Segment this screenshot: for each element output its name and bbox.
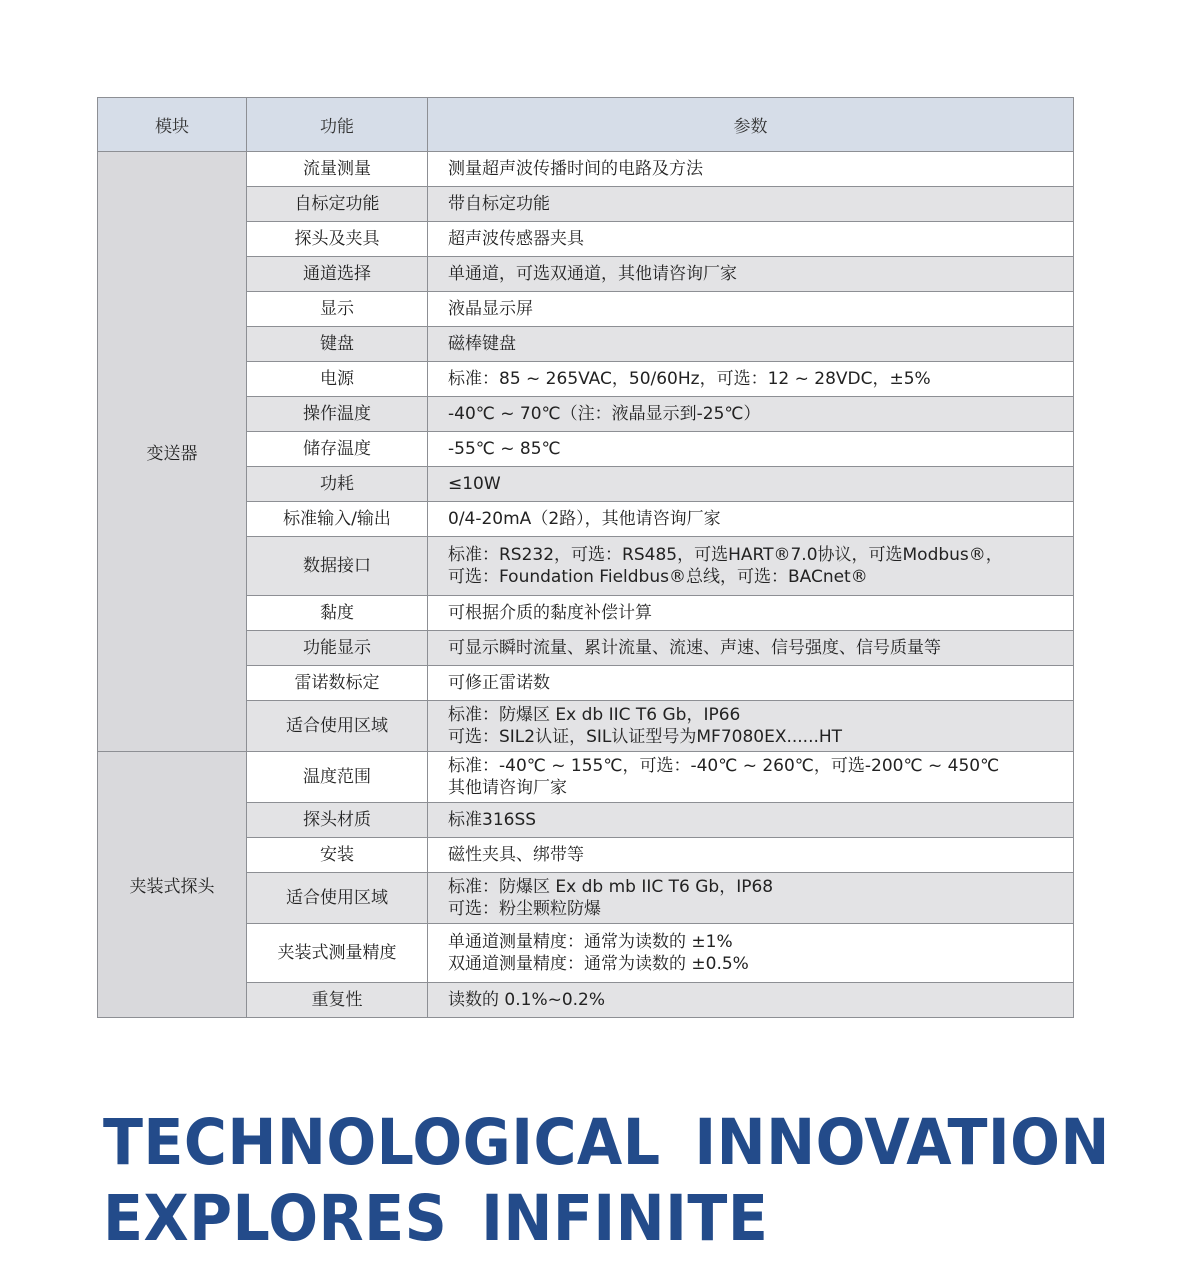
- table-row: [98, 752, 1074, 803]
- param-line: 带自标定功能: [448, 194, 550, 214]
- function-cell: 探头及夹具: [247, 222, 428, 257]
- param-cell: [428, 467, 1074, 502]
- param-cell: [428, 924, 1074, 983]
- param-line: 可修正雷诺数: [448, 673, 550, 693]
- function-cell: 自标定功能: [247, 187, 428, 222]
- param-line: 标准：防爆区 Ex db mb IIC T6 Gb，IP68: [448, 877, 774, 897]
- function-cell: 标准输入/输出: [247, 502, 428, 537]
- function-cell: 温度范围: [247, 752, 428, 803]
- module-cell: 夹装式探头: [98, 752, 247, 1018]
- function-cell: 数据接口: [247, 537, 428, 596]
- param-cell: [428, 631, 1074, 666]
- function-cell: 重复性: [247, 983, 428, 1018]
- param-line: 测量超声波传播时间的电路及方法: [448, 159, 703, 179]
- param-cell: [428, 397, 1074, 432]
- param-line: 液晶显示屏: [448, 299, 533, 319]
- param-line: 可根据介质的黏度补偿计算: [448, 603, 652, 623]
- function-cell: 适合使用区域: [247, 701, 428, 752]
- spec-table: [97, 97, 1074, 1018]
- param-cell: [428, 873, 1074, 924]
- function-cell: 流量测量: [247, 152, 428, 187]
- slogan-line-2: EXPLORES INFINITE: [103, 1182, 769, 1255]
- header-params: 参数: [428, 98, 1074, 152]
- header-function: 功能: [247, 98, 428, 152]
- function-cell: 夹装式测量精度: [247, 924, 428, 983]
- function-cell: 探头材质: [247, 803, 428, 838]
- param-line: 磁性夹具、绑带等: [448, 845, 584, 865]
- param-cell: [428, 187, 1074, 222]
- param-line: 标准：RS232，可选：RS485，可选HART®7.0协议，可选Modbus®，: [448, 545, 1003, 565]
- param-line: 标准：85 ~ 265VAC，50/60Hz，可选：12 ~ 28VDC，±5%: [448, 369, 931, 389]
- param-line: 磁棒键盘: [448, 334, 516, 354]
- param-cell: [428, 596, 1074, 631]
- function-cell: 适合使用区域: [247, 873, 428, 924]
- module-cell: 变送器: [98, 152, 247, 752]
- param-cell: [428, 502, 1074, 537]
- param-cell: [428, 327, 1074, 362]
- param-cell: [428, 432, 1074, 467]
- function-cell: 安装: [247, 838, 428, 873]
- param-cell: [428, 257, 1074, 292]
- param-line: -40℃ ~ 70℃（注：液晶显示到-25℃）: [448, 404, 761, 424]
- param-cell: [428, 152, 1074, 187]
- slogan: [103, 1105, 1110, 1257]
- param-line: 可选：SIL2认证，SIL认证型号为MF7080EX......HT: [448, 727, 843, 747]
- function-cell: 键盘: [247, 327, 428, 362]
- function-cell: 功能显示: [247, 631, 428, 666]
- function-cell: 操作温度: [247, 397, 428, 432]
- param-line: 其他请咨询厂家: [448, 778, 567, 798]
- param-line: -55℃ ~ 85℃: [448, 439, 561, 459]
- function-cell: 通道选择: [247, 257, 428, 292]
- slogan-line-1: TECHNOLOGICAL INNOVATION: [103, 1106, 1110, 1179]
- function-cell: 储存温度: [247, 432, 428, 467]
- param-line: 读数的 0.1%~0.2%: [448, 990, 606, 1010]
- param-line: 标准：防爆区 Ex db IIC T6 Gb，IP66: [448, 705, 741, 725]
- function-cell: 黏度: [247, 596, 428, 631]
- function-cell: 雷诺数标定: [247, 666, 428, 701]
- table-body: [98, 152, 1074, 1018]
- param-line: 双通道测量精度：通常为读数的 ±0.5%: [448, 954, 749, 974]
- param-cell: [428, 752, 1074, 803]
- param-cell: [428, 222, 1074, 257]
- param-cell: [428, 292, 1074, 327]
- param-line: 超声波传感器夹具: [448, 229, 584, 249]
- param-cell: [428, 803, 1074, 838]
- param-cell: [428, 983, 1074, 1018]
- param-cell: [428, 537, 1074, 596]
- param-line: 0/4-20mA（2路），其他请咨询厂家: [448, 509, 721, 529]
- param-line: ≤10W: [448, 474, 501, 494]
- function-cell: 功耗: [247, 467, 428, 502]
- param-line: 标准：-40℃ ~ 155℃，可选：-40℃ ~ 260℃，可选-200℃ ~ 450℃: [448, 756, 1000, 776]
- function-cell: 电源: [247, 362, 428, 397]
- param-cell: [428, 362, 1074, 397]
- param-cell: [428, 666, 1074, 701]
- table-row: [98, 152, 1074, 187]
- param-cell: [428, 701, 1074, 752]
- param-line: 可选：粉尘颗粒防爆: [448, 899, 601, 919]
- param-line: 可显示瞬时流量、累计流量、流速、声速、信号强度、信号质量等: [448, 638, 941, 658]
- function-cell: 显示: [247, 292, 428, 327]
- param-cell: [428, 838, 1074, 873]
- param-line: 标准316SS: [448, 810, 537, 830]
- param-line: 单通道，可选双通道，其他请咨询厂家: [448, 264, 737, 284]
- param-line: 可选：Foundation Fieldbus®总线，可选：BACnet®: [448, 567, 868, 587]
- table-header-row: [98, 98, 1074, 152]
- header-module: 模块: [98, 98, 247, 152]
- param-line: 单通道测量精度：通常为读数的 ±1%: [448, 932, 733, 952]
